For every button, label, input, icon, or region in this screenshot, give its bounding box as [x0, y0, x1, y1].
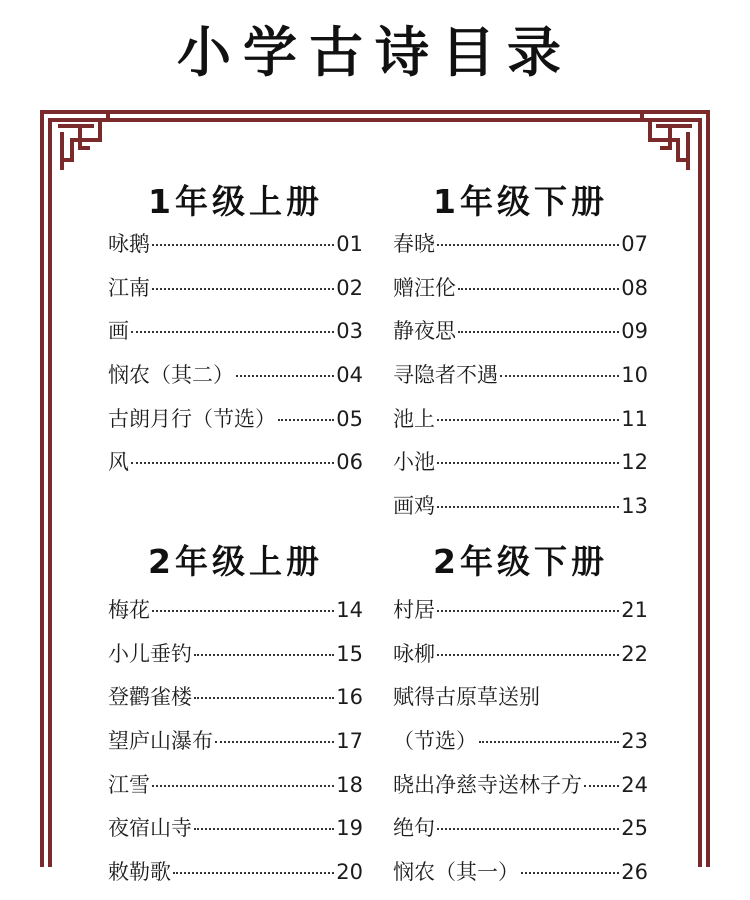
leader-dots [437, 244, 619, 246]
poem-title: 风 [108, 450, 129, 475]
toc-entry[interactable] [108, 725, 363, 769]
leader-dots [458, 331, 619, 333]
toc-entry[interactable] [108, 403, 363, 447]
poem-title: 咏柳 [393, 641, 435, 666]
section-heading: 2年级上册 [148, 542, 323, 581]
page-number: 01 [336, 232, 363, 256]
poem-title: 江南 [108, 275, 150, 300]
toc-list [393, 594, 648, 900]
page-number: 22 [621, 641, 648, 666]
toc-entry[interactable] [393, 315, 648, 359]
toc-entry[interactable] [108, 446, 363, 490]
page-number: 20 [336, 860, 363, 885]
toc-entry[interactable] [108, 681, 363, 725]
poem-title: 悯农（其二） [108, 363, 234, 388]
leader-dots [437, 506, 619, 508]
leader-dots [152, 610, 334, 612]
leader-dots [194, 697, 334, 699]
toc-list [108, 228, 363, 490]
leader-dots [194, 828, 334, 830]
poem-title: 夜宿山寺 [108, 816, 192, 841]
page-number: 16 [336, 685, 363, 710]
leader-dots [437, 419, 619, 421]
toc-entry[interactable] [393, 812, 648, 856]
leader-dots [278, 419, 334, 421]
toc-entry[interactable] [108, 359, 363, 403]
poem-title: 池上 [393, 406, 435, 431]
toc-entry[interactable] [108, 228, 363, 272]
toc-entry[interactable] [108, 272, 363, 316]
poem-title: 望庐山瀑布 [108, 729, 213, 754]
leader-dots [131, 331, 334, 333]
poem-title: 寻隐者不遇 [393, 363, 498, 388]
toc-column-grade2-second [393, 594, 648, 900]
page-number: 15 [336, 641, 363, 666]
leader-dots [236, 375, 334, 377]
poem-title: 赋得古原草送别 [393, 685, 540, 710]
toc-list [393, 228, 648, 534]
page-number: 10 [621, 363, 648, 388]
toc-entry[interactable] [108, 856, 363, 900]
leader-dots [479, 741, 619, 743]
toc-entry[interactable] [393, 856, 648, 900]
leader-dots [437, 610, 619, 612]
page-number: 14 [336, 598, 363, 622]
page-number: 13 [621, 494, 648, 519]
poem-title: 登鹳雀楼 [108, 685, 192, 710]
page-number: 26 [621, 860, 648, 885]
page-number: 11 [621, 406, 648, 431]
leader-dots [437, 654, 619, 656]
toc-entry[interactable] [393, 638, 648, 682]
page-number: 02 [336, 275, 363, 300]
page-number: 21 [621, 598, 648, 622]
toc-entry[interactable] [393, 769, 648, 813]
leader-dots [500, 375, 619, 377]
page-number: 23 [621, 729, 648, 754]
page-number: 19 [336, 816, 363, 841]
toc-entry[interactable] [393, 490, 648, 534]
page-number: 18 [336, 772, 363, 797]
toc-column-grade1-second [393, 228, 648, 534]
poem-title: 敕勒歌 [108, 860, 171, 885]
page-number: 24 [621, 772, 648, 797]
toc-entry[interactable] [108, 769, 363, 813]
poem-title: 江雪 [108, 772, 150, 797]
poem-title: 绝句 [393, 816, 435, 841]
toc-entry[interactable] [108, 594, 363, 638]
section-heading: 2年级下册 [433, 542, 608, 581]
toc-column-grade1-first [108, 228, 363, 490]
poem-title: 悯农（其一） [393, 860, 519, 885]
toc-entry[interactable] [108, 812, 363, 856]
leader-dots [437, 462, 619, 464]
page-number: 04 [336, 363, 363, 388]
poem-title: 赠汪伦 [393, 275, 456, 300]
toc-entry[interactable] [393, 359, 648, 403]
poem-title: 古朗月行（节选） [108, 406, 276, 431]
toc-entry[interactable] [393, 446, 648, 490]
poem-title: 村居 [393, 598, 435, 622]
page-number: 09 [621, 319, 648, 344]
leader-dots [152, 785, 334, 787]
toc-entry[interactable] [108, 638, 363, 682]
toc-column-grade2-first [108, 594, 363, 900]
page-number: 07 [621, 232, 648, 256]
leader-dots [584, 785, 619, 787]
toc-entry[interactable] [393, 272, 648, 316]
poem-title: 咏鹅 [108, 232, 150, 256]
poem-title: 春晓 [393, 232, 435, 256]
page-title: 小学古诗目录 [177, 21, 573, 84]
toc-entry[interactable] [393, 228, 648, 272]
toc-entry[interactable] [393, 681, 648, 725]
poem-title: 梅花 [108, 598, 150, 622]
toc-entry[interactable] [393, 403, 648, 447]
page-number: 17 [336, 729, 363, 754]
page-number: 06 [336, 450, 363, 475]
leader-dots [194, 654, 334, 656]
leader-dots [458, 288, 619, 290]
page-number: 03 [336, 319, 363, 344]
leader-dots [173, 872, 334, 874]
leader-dots [215, 741, 334, 743]
leader-dots [131, 462, 334, 464]
section-heading: 1年级下册 [433, 182, 608, 221]
section-heading: 1年级上册 [148, 182, 323, 221]
page-number: 25 [621, 816, 648, 841]
poem-title: 晓出净慈寺送林子方 [393, 772, 582, 797]
poem-title: 小儿垂钓 [108, 641, 192, 666]
page-number: 05 [336, 406, 363, 431]
leader-dots [521, 872, 619, 874]
page-number: 08 [621, 275, 648, 300]
poem-title: 画 [108, 319, 129, 344]
toc-list [108, 594, 363, 900]
poem-title: （节选） [393, 729, 477, 754]
poem-title: 小池 [393, 450, 435, 475]
toc-entry[interactable] [393, 725, 648, 769]
leader-dots [152, 244, 334, 246]
leader-dots [437, 828, 619, 830]
toc-entry[interactable] [393, 594, 648, 638]
poem-title: 画鸡 [393, 494, 435, 519]
leader-dots [152, 288, 334, 290]
poem-title: 静夜思 [393, 319, 456, 344]
toc-entry[interactable] [108, 315, 363, 359]
page-number: 12 [621, 450, 648, 475]
